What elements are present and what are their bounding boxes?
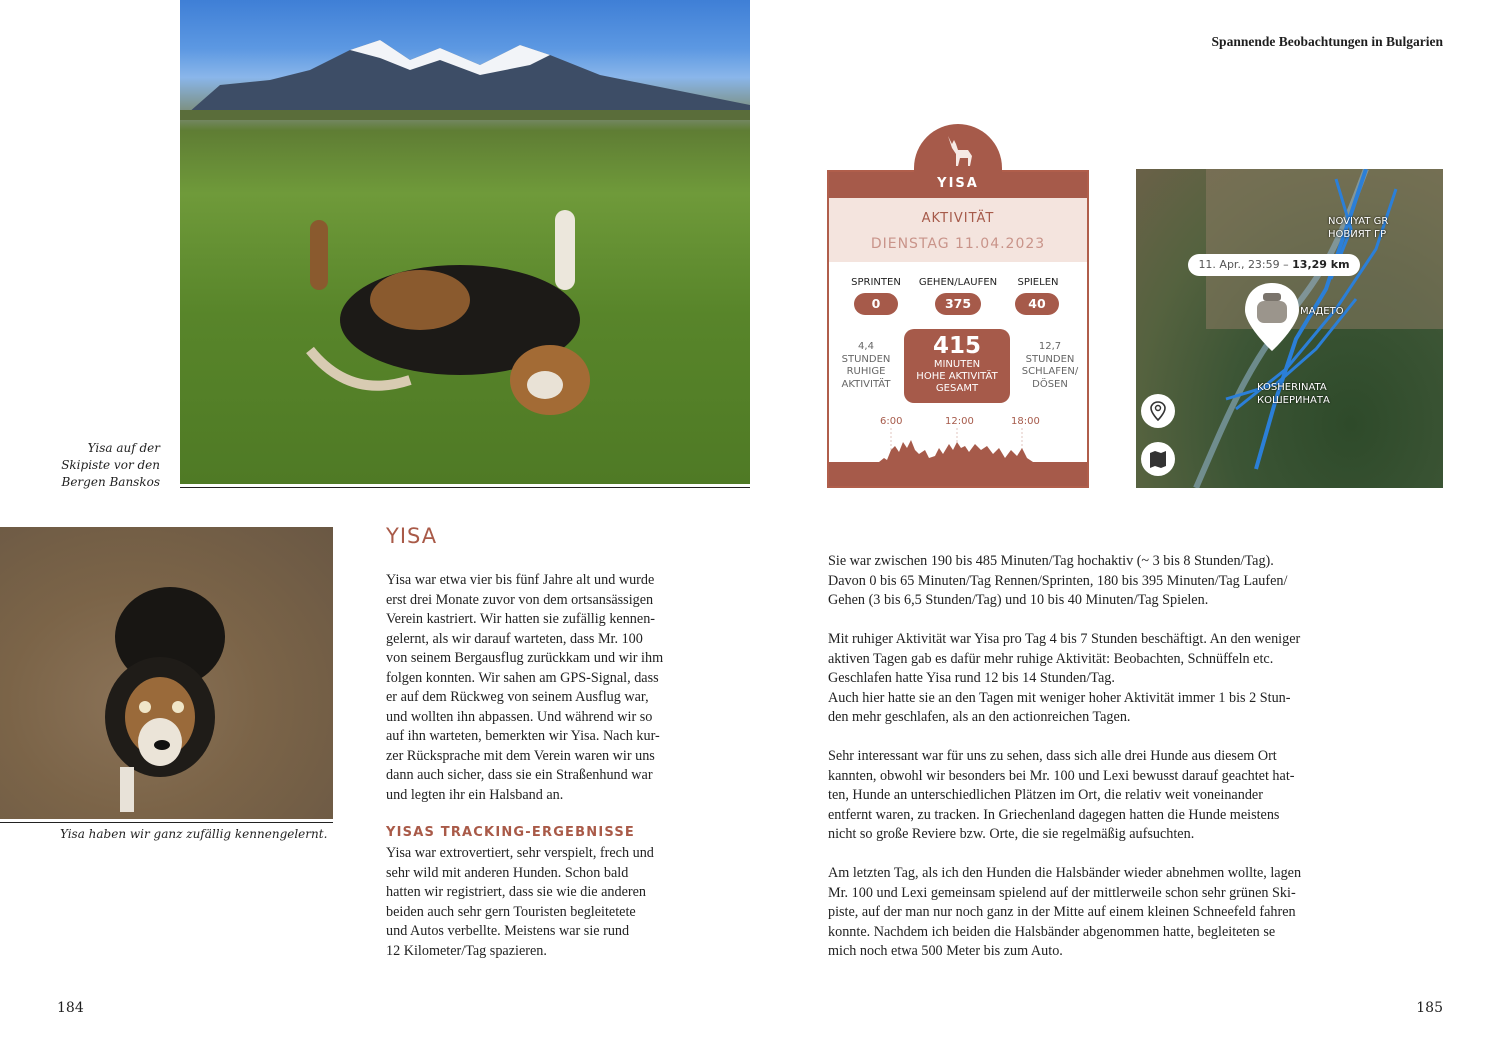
text-line: Yisa war etwa vier bis fünf Jahre alt und wurde [386, 572, 655, 588]
dog-illustration-2 [80, 567, 250, 817]
section-heading: YISA [386, 524, 438, 548]
photo-dog-looking-up [0, 527, 333, 819]
stat-label-sprinten: SPRINTEN [851, 277, 901, 288]
text-line: zer Rücksprache mit dem Verein waren wir uns [386, 747, 655, 764]
text-line: 12 Kilometer/Tag spazieren. [386, 942, 547, 959]
side-line: STUNDEN [841, 353, 891, 365]
total-activity-box [904, 329, 1010, 403]
map-icon [1141, 442, 1175, 476]
text-line: kannten, obwohl wir besonders bei Mr. 100 und Lexi bewusst darauf geachtet hat- [828, 767, 1295, 784]
tracking-paragraph [386, 844, 686, 961]
text-line: aktiven Tagen gab es dafür mehr ruhige Aktivität: Beobachten, Schnüffeln etc. [828, 650, 1274, 667]
side-line: SCHLAFEN/ [1021, 366, 1079, 377]
text-line: Gehen (3 bis 6,5 Stunden/Tag) und 10 bis 40 Minuten/Tag Spielen. [828, 592, 1209, 608]
text-line: gelernt, als wir darauf warteten, dass Mr. 100 [386, 630, 643, 647]
side-line: STUNDEN [1025, 353, 1075, 365]
text-line: ten, Hunde an unterschiedlichen Plätzen im Ort, die relativ weit voneinander [828, 787, 1263, 803]
dog-illustration [290, 210, 610, 420]
photo-rule-top [180, 487, 750, 488]
map-layers-button[interactable] [1141, 442, 1175, 476]
activity-timeline-chart [829, 428, 1087, 486]
page-number-right: 185 [1416, 1000, 1443, 1016]
quiet-activity-stat [835, 341, 897, 391]
side-line: 12,7 [1038, 341, 1062, 352]
tooltip-distance: 13,29 km [1292, 258, 1350, 271]
side-line: DÖSEN [1032, 378, 1068, 390]
map-label: КОШЕРИНАТА [1257, 395, 1330, 406]
total-line: MINUTEN [933, 359, 981, 370]
text-line: folgen konnten. Wir sahen am GPS-Signal, dass [386, 669, 659, 686]
caption-top-line: Yisa auf der [87, 441, 160, 455]
total-line: GESAMT [935, 383, 979, 394]
page-number-left: 184 [57, 1000, 84, 1016]
text-line: dann auch sicher, dass sie ein Straßenhund war [386, 767, 653, 783]
text-line: Yisa war extrovertiert, sehr verspielt, frech und [386, 845, 654, 861]
mountain-illustration [180, 40, 750, 120]
right-paragraph-3 [828, 747, 1328, 845]
caption-top-line: Skipiste vor den [61, 458, 160, 472]
tick-12: 12:00 [945, 416, 974, 427]
map-label: МАДЕТО [1300, 306, 1344, 317]
stat-label-spielen: SPIELEN [1017, 277, 1059, 288]
total-activity-value: 415 [932, 333, 981, 359]
sleep-stat [1019, 341, 1081, 391]
tick-18: 18:00 [1011, 416, 1040, 427]
stat-label-gehen: GEHEN/LAUFEN [918, 277, 998, 288]
running-head: Spannende Beobachtungen in Bulgarien [1211, 34, 1443, 49]
photo-rule-bottom [0, 822, 333, 823]
tracker-pin-icon [1243, 281, 1301, 353]
right-paragraph-4 [828, 864, 1328, 962]
map-label: KOSHERINATA [1257, 382, 1327, 393]
text-line: piste, auf der man nur noch ganz in der Mitte auf einem kleinen Schneefeld fahren [828, 904, 1296, 920]
photo-dog-ski-slope [180, 0, 750, 484]
intro-paragraph [386, 571, 686, 805]
text-line: Mr. 100 und Lexi gemeinsam spielend auf der mittlerweile schon sehr grünen Ski- [828, 884, 1296, 901]
location-button[interactable] [1141, 394, 1175, 428]
text-line: und legten ihr ein Halsband an. [386, 786, 564, 803]
text-line: hatten wir registriert, dass sie wie die anderen [386, 884, 647, 900]
card-date: DIENSTAG 11.04.2023 [870, 236, 1046, 252]
map-label: NOVIYAT GR [1328, 216, 1389, 227]
caption-top-line: Bergen Banskos [61, 475, 160, 489]
side-line: 4,4 [858, 341, 874, 352]
text-line: Auch hier hatte sie an den Tagen mit weniger hoher Aktivität immer 1 bis 2 Stun- [828, 689, 1291, 706]
side-line: RUHIGE [846, 366, 886, 377]
map-label: НОВИЯТ ГР [1328, 229, 1387, 240]
side-line: AKTIVITÄT [841, 378, 891, 390]
text-line: beiden auch sehr gern Touristen begleitetete [386, 903, 636, 920]
text-line: mich noch etwa 500 Meter bis zum Auto. [828, 943, 1063, 959]
map-tooltip [1188, 254, 1360, 276]
total-line: HOHE AKTIVITÄT [916, 371, 998, 382]
text-line: Geschlafen hatte Yisa rund 12 bis 14 Stunden/Tag. [828, 670, 1115, 686]
stat-value-sprinten: 0 [854, 293, 898, 315]
text-line: entfernt waren, zu tracken. In Griechenland dagegen hatten die Hunde meistens [828, 806, 1280, 823]
text-line: konnte. Nachdem ich beiden die Halsbänder abgenommen hatte, begleiteten se [828, 923, 1276, 940]
text-line: den mehr geschlafen, als an den actionreichen Tagen. [828, 709, 1131, 725]
dog-silhouette-icon [938, 130, 978, 170]
text-line: Am letzten Tag, als ich den Hunden die Halsbänder wieder abnehmen wollte, lagen [828, 865, 1302, 881]
subheading: YISAS TRACKING-ERGEBNISSE [386, 825, 635, 840]
right-paragraph-1 [828, 552, 1328, 611]
text-line: nicht so große Reviere bzw. Orte, die sie regelmäßig aufsuchten. [828, 826, 1195, 842]
text-line: Verein kastriert. Wir hatten sie zufällig kennen- [386, 611, 656, 627]
text-line: erst drei Monate zuvor von dem ortsansässigen [386, 591, 654, 608]
tick-6: 6:00 [880, 416, 903, 427]
location-pin-icon [1141, 394, 1175, 428]
caption-bottom: Yisa haben wir ganz zufällig kennengelernt. [60, 827, 328, 841]
stat-value-gehen: 375 [935, 293, 981, 315]
stat-value-spielen: 40 [1015, 293, 1059, 315]
card-title: AKTIVITÄT [921, 211, 995, 226]
caption-top [10, 440, 160, 491]
tooltip-date: 11. Apr., 23:59 – [1198, 258, 1293, 271]
text-line: von seinem Bergausflug zurückkam und wir ihm [386, 650, 664, 666]
text-line: er auf dem Rückweg von seinem Ausflug war, [386, 689, 649, 705]
text-line: Davon 0 bis 65 Minuten/Tag Rennen/Sprinten, 180 bis 395 Minuten/Tag Laufen/ [828, 572, 1288, 589]
card-header [829, 198, 1087, 262]
text-line: und Autos verbellte. Meistens war sie rund [386, 923, 630, 939]
text-line: Mit ruhiger Aktivität war Yisa pro Tag 4 bis 7 Stunden beschäftigt. An den weniger [828, 631, 1301, 647]
text-line: sehr wild mit anderen Hunden. Schon bald [386, 864, 629, 881]
text-line: Sehr interessant war für uns zu sehen, dass sich alle drei Hunde aus diesem Ort [828, 748, 1277, 764]
text-line: auf ihn warteten, bemerkten wir Yisa. Nach kur- [386, 728, 660, 744]
text-line: und wollten ihn abpassen. Und während wir so [386, 708, 653, 725]
text-line: Sie war zwischen 190 bis 485 Minuten/Tag hochaktiv (~ 3 bis 8 Stunden/Tag). [828, 553, 1274, 569]
right-paragraph-2 [828, 630, 1328, 728]
card-dog-name: YISA [937, 176, 979, 191]
